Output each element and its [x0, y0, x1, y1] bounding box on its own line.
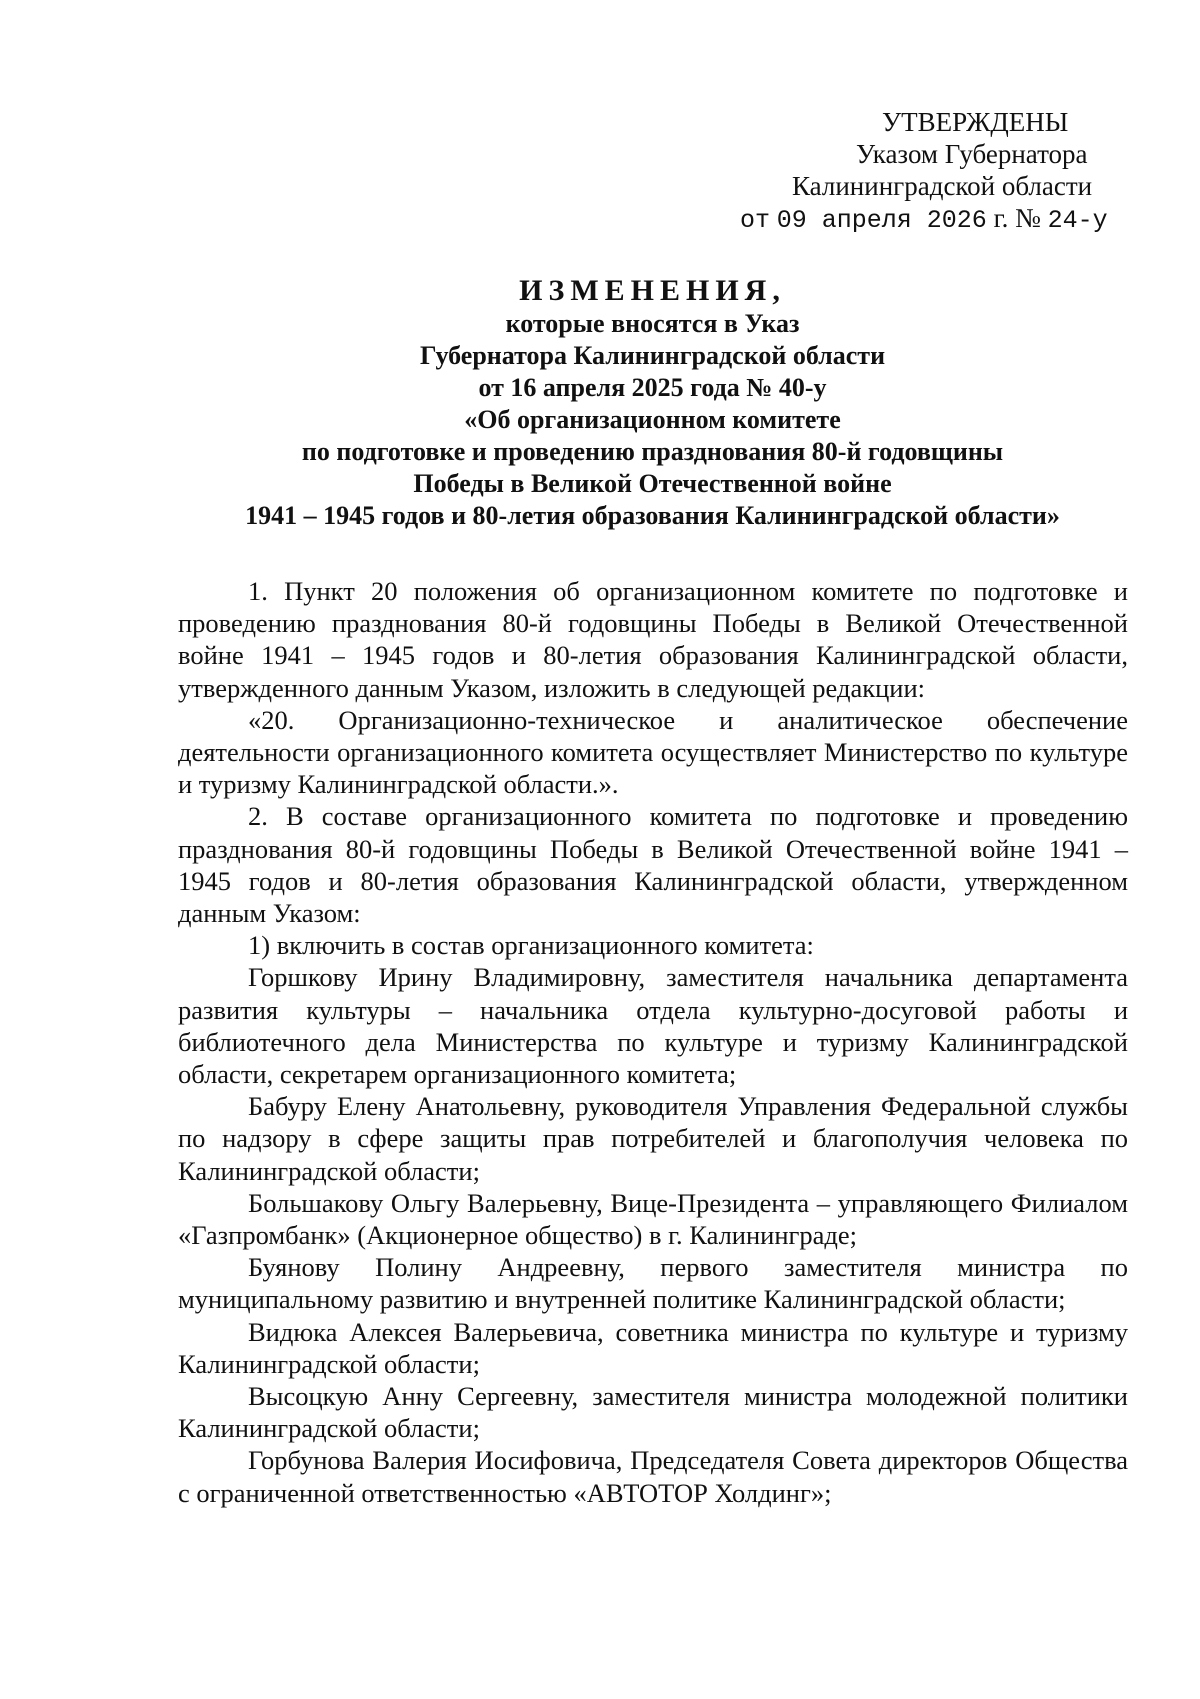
- member-entry: Бабуру Елену Анатольевну, руководителя Управления Федеральной службы по надзору в сфере защиты прав потребителей и благополучия человека по Калининградской области;: [178, 1091, 1128, 1186]
- title-line: от 16 апреля 2025 года № 40-у: [478, 373, 827, 402]
- paragraph-subpoint-1: 1) включить в состав организационного комитета:: [248, 930, 814, 961]
- title-line: Губернатора Калининградской области: [419, 341, 886, 370]
- member-entry: Высоцкую Анну Сергеевну, заместителя министра молодежной политики Калининградской области;: [178, 1381, 1128, 1444]
- title-line: «Об организационном комитете: [464, 405, 841, 434]
- member-entry: Горбунова Валерия Иосифовича, Председателя Совета директоров Общества с ограниченной ответственностью «АВТОТОР Холдинг»;: [178, 1445, 1128, 1508]
- document-title: [170, 274, 1135, 532]
- approval-date-line: [660, 202, 1130, 237]
- approval-date: 09 апреля 2026: [776, 206, 987, 235]
- approval-ot: от: [740, 206, 771, 235]
- approval-decree: Указом Губернатора: [856, 139, 1088, 169]
- member-entry: Большакову Ольгу Валерьевну, Вице-Президента – управляющего Филиалом «Газпромбанк» (Акционерное общество) в г. Калининграде;: [178, 1187, 1128, 1251]
- title-line: Победы в Великой Отечественной войне: [413, 469, 892, 498]
- approval-stamp: [660, 106, 1130, 237]
- approval-word: УТВЕРЖДЕНЫ: [882, 107, 1069, 137]
- approval-g: г. №: [993, 203, 1041, 233]
- title-line: 1941 – 1945 годов и 80-летия образования Калининградской области»: [245, 501, 1060, 530]
- member-entry: Горшкову Ирину Владимировну, заместителя начальника департамента развития культуры – начальника отдела культурно-досуговой работы и библиотечного дела Министерства по культуре и туризму Калининградской области, секретарем организационного комитета;: [178, 962, 1128, 1090]
- paragraph-point-1: 1. Пункт 20 положения об организационном комитете по подготовке и проведению празднования 80-й годовщины Победы в Великой Отечественной войне 1941 – 1945 годов и 80-летия образования Калининградской области, утвержденного данным Указом, изложить в следующей редакции:: [178, 576, 1128, 703]
- title-line: которые вносятся в Указ: [505, 309, 800, 338]
- document-body: [178, 575, 1128, 1509]
- title-main: ИЗМЕНЕНИЯ,: [519, 274, 786, 307]
- title-line: по подготовке и проведению празднования 80-й годовщины: [301, 437, 1004, 466]
- member-entry: Видюка Алексея Валерьевича, советника министра по культуре и туризму Калининградской области;: [178, 1316, 1128, 1379]
- approval-region: Калининградской области: [792, 171, 1093, 201]
- member-entry: Буянову Полину Андреевну, первого заместителя министра по муниципальному развитию и внутренней политике Калининградской области;: [178, 1252, 1128, 1315]
- paragraph-new-point-20: «20. Организационно-техническое и аналитическое обеспечение деятельности организационного комитета осуществляет Министерство по культуре и туризму Калининградской области.».: [178, 704, 1128, 800]
- paragraph-point-2: 2. В составе организационного комитета по подготовке и проведению празднования 80-й годовщины Победы в Великой Отечественной войне 1941 – 1945 годов и 80-летия образования Калининградской области, утвержденном данным Указом:: [178, 801, 1128, 929]
- approval-number: 24-у: [1047, 206, 1108, 235]
